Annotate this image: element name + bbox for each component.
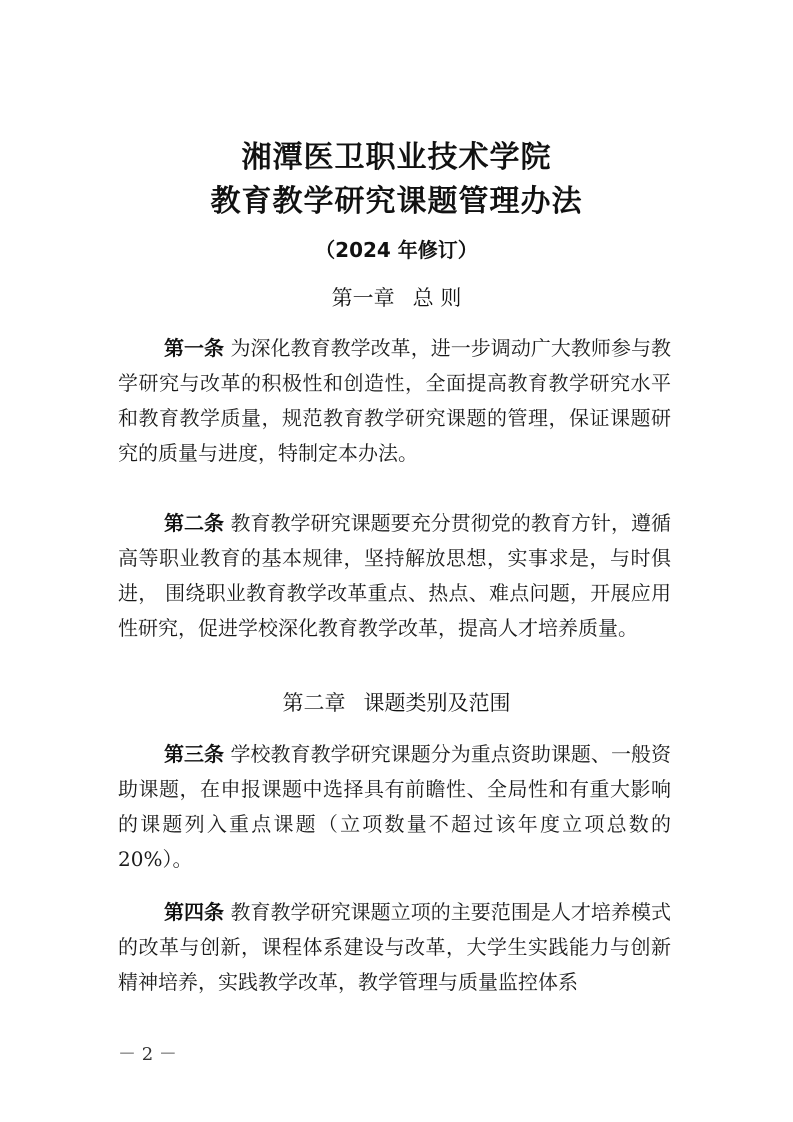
- article-3-label: 第三条: [164, 742, 225, 766]
- article-4: [118, 895, 671, 1000]
- chapter-1-name: 总 则: [412, 286, 462, 310]
- article-4-label: 第四条: [164, 900, 225, 924]
- article-3-text: 学校教育教学研究课题分为重点资助课题、一般资助课题，在申报课题中选择具有前瞻性、全局性和有重大影响的课题列入重点课题（立项数量不超过该年度立项总数的 20%）。: [118, 742, 672, 871]
- article-4-text: 教育教学研究课题立项的主要范围是人才培养模式的改革与创新，课程体系建设与改革，大学生实践能力与创新精神培养，实践教学改革，教学管理与质量监控体系: [118, 900, 672, 994]
- article-2-label: 第二条: [164, 511, 225, 535]
- chapter-1-label: 第一章: [331, 286, 395, 310]
- revision-note: （2024 年修订）: [315, 238, 478, 262]
- chapter-1-heading: [0, 283, 793, 313]
- article-2: [118, 506, 671, 646]
- article-3: [118, 737, 671, 877]
- chapter-2-heading: [0, 688, 793, 718]
- chapter-2-name: 课题类别及范围: [363, 691, 511, 715]
- document-title-institution: 湘潭医卫职业技术学院: [241, 140, 552, 175]
- article-1: [118, 331, 671, 471]
- chapter-2-label: 第二章: [282, 691, 346, 715]
- page-number: － 2 －: [118, 1044, 177, 1065]
- article-1-text: 为深化教育教学改革，进一步调动广大教师参与教学研究与改革的积极性和创造性，全面提高教育教学研究水平和教育教学质量，规范教育教学研究课题的管理，保证课题研究的质量与进度，特制定本办法。: [118, 336, 672, 465]
- article-2-text: 教育教学研究课题要充分贯彻党的教育方针，遵循高等职业教育的基本规律，坚持解放思想，实事求是，与时俱进， 围绕职业教育教学改革重点、热点、难点问题，开展应用性研究，促进学校深化教育教学改革，提高人才培养质量。: [118, 511, 672, 640]
- article-1-label: 第一条: [164, 336, 225, 360]
- document-title-policy: 教育教学研究课题管理办法: [210, 184, 583, 219]
